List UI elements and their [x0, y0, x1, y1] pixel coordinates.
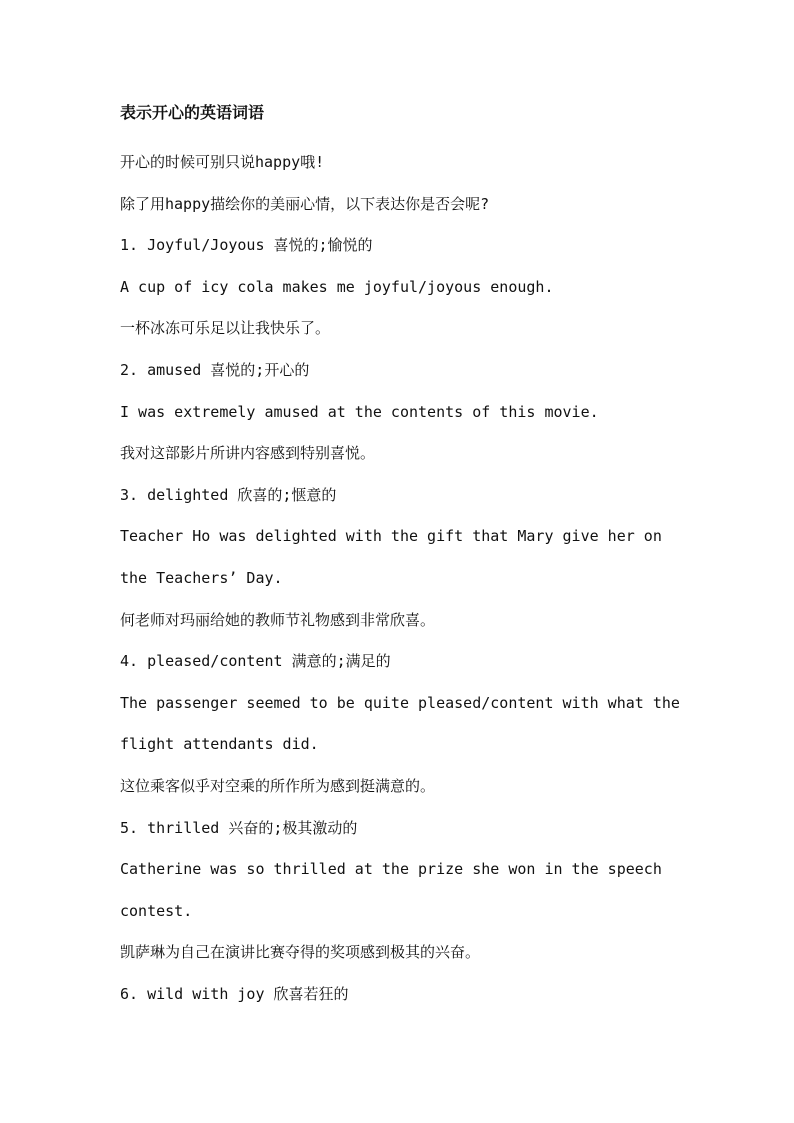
- entry-3-example-cn: 何老师对玛丽给她的教师节礼物感到非常欣喜。: [120, 610, 436, 629]
- intro-line-2: 除了用happy描绘你的美丽心情，以下表达你是否会呢?: [120, 194, 490, 213]
- entry-3-heading: 3. delighted 欣喜的;惬意的: [120, 485, 337, 504]
- intro-line-1: 开心的时候可别只说happy哦!: [120, 153, 325, 171]
- entry-5-example-en-line-2: contest.: [120, 901, 193, 920]
- entry-4-heading: 4. pleased/content 满意的;满足的: [120, 652, 391, 671]
- entry-1-example-cn: 一杯冰冻可乐足以让我快乐了。: [120, 319, 331, 338]
- entry-3-example-en-line-2: the Teachers’ Day.: [120, 568, 283, 587]
- entry-5-example-cn: 凯萨琳为自己在演讲比赛夺得的奖项感到极其的兴奋。: [120, 943, 481, 962]
- entry-2-example-en: I was extremely amused at the contents of this movie.: [120, 402, 599, 421]
- entry-2-heading: 2. amused 喜悦的;开心的: [120, 360, 310, 379]
- entry-5-heading: 5. thrilled 兴奋的;极其激动的: [120, 818, 358, 837]
- entry-4-example-en-line-1: The passenger seemed to be quite pleased/content with what the: [120, 693, 680, 712]
- entry-1-heading: 1. Joyful/Joyous 喜悦的;愉悦的: [120, 236, 373, 255]
- entry-4-example-cn: 这位乘客似乎对空乘的所作所为感到挺满意的。: [120, 776, 436, 795]
- document-body: [120, 101, 690, 1015]
- entry-1-example-en: A cup of icy cola makes me joyful/joyous enough.: [120, 277, 554, 296]
- entry-5-example-en-line-1: Catherine was so thrilled at the prize she won in the speech: [120, 860, 662, 879]
- entry-2-example-cn: 我对这部影片所讲内容感到特别喜悦。: [120, 444, 376, 463]
- entry-3-example-en-line-1: Teacher Ho was delighted with the gift that Mary give her on: [120, 527, 662, 546]
- entry-6-heading: 6. wild with joy 欣喜若狂的: [120, 984, 349, 1003]
- document-title: 表示开心的英语词语: [120, 103, 265, 122]
- entry-4-example-en-line-2: flight attendants did.: [120, 735, 319, 754]
